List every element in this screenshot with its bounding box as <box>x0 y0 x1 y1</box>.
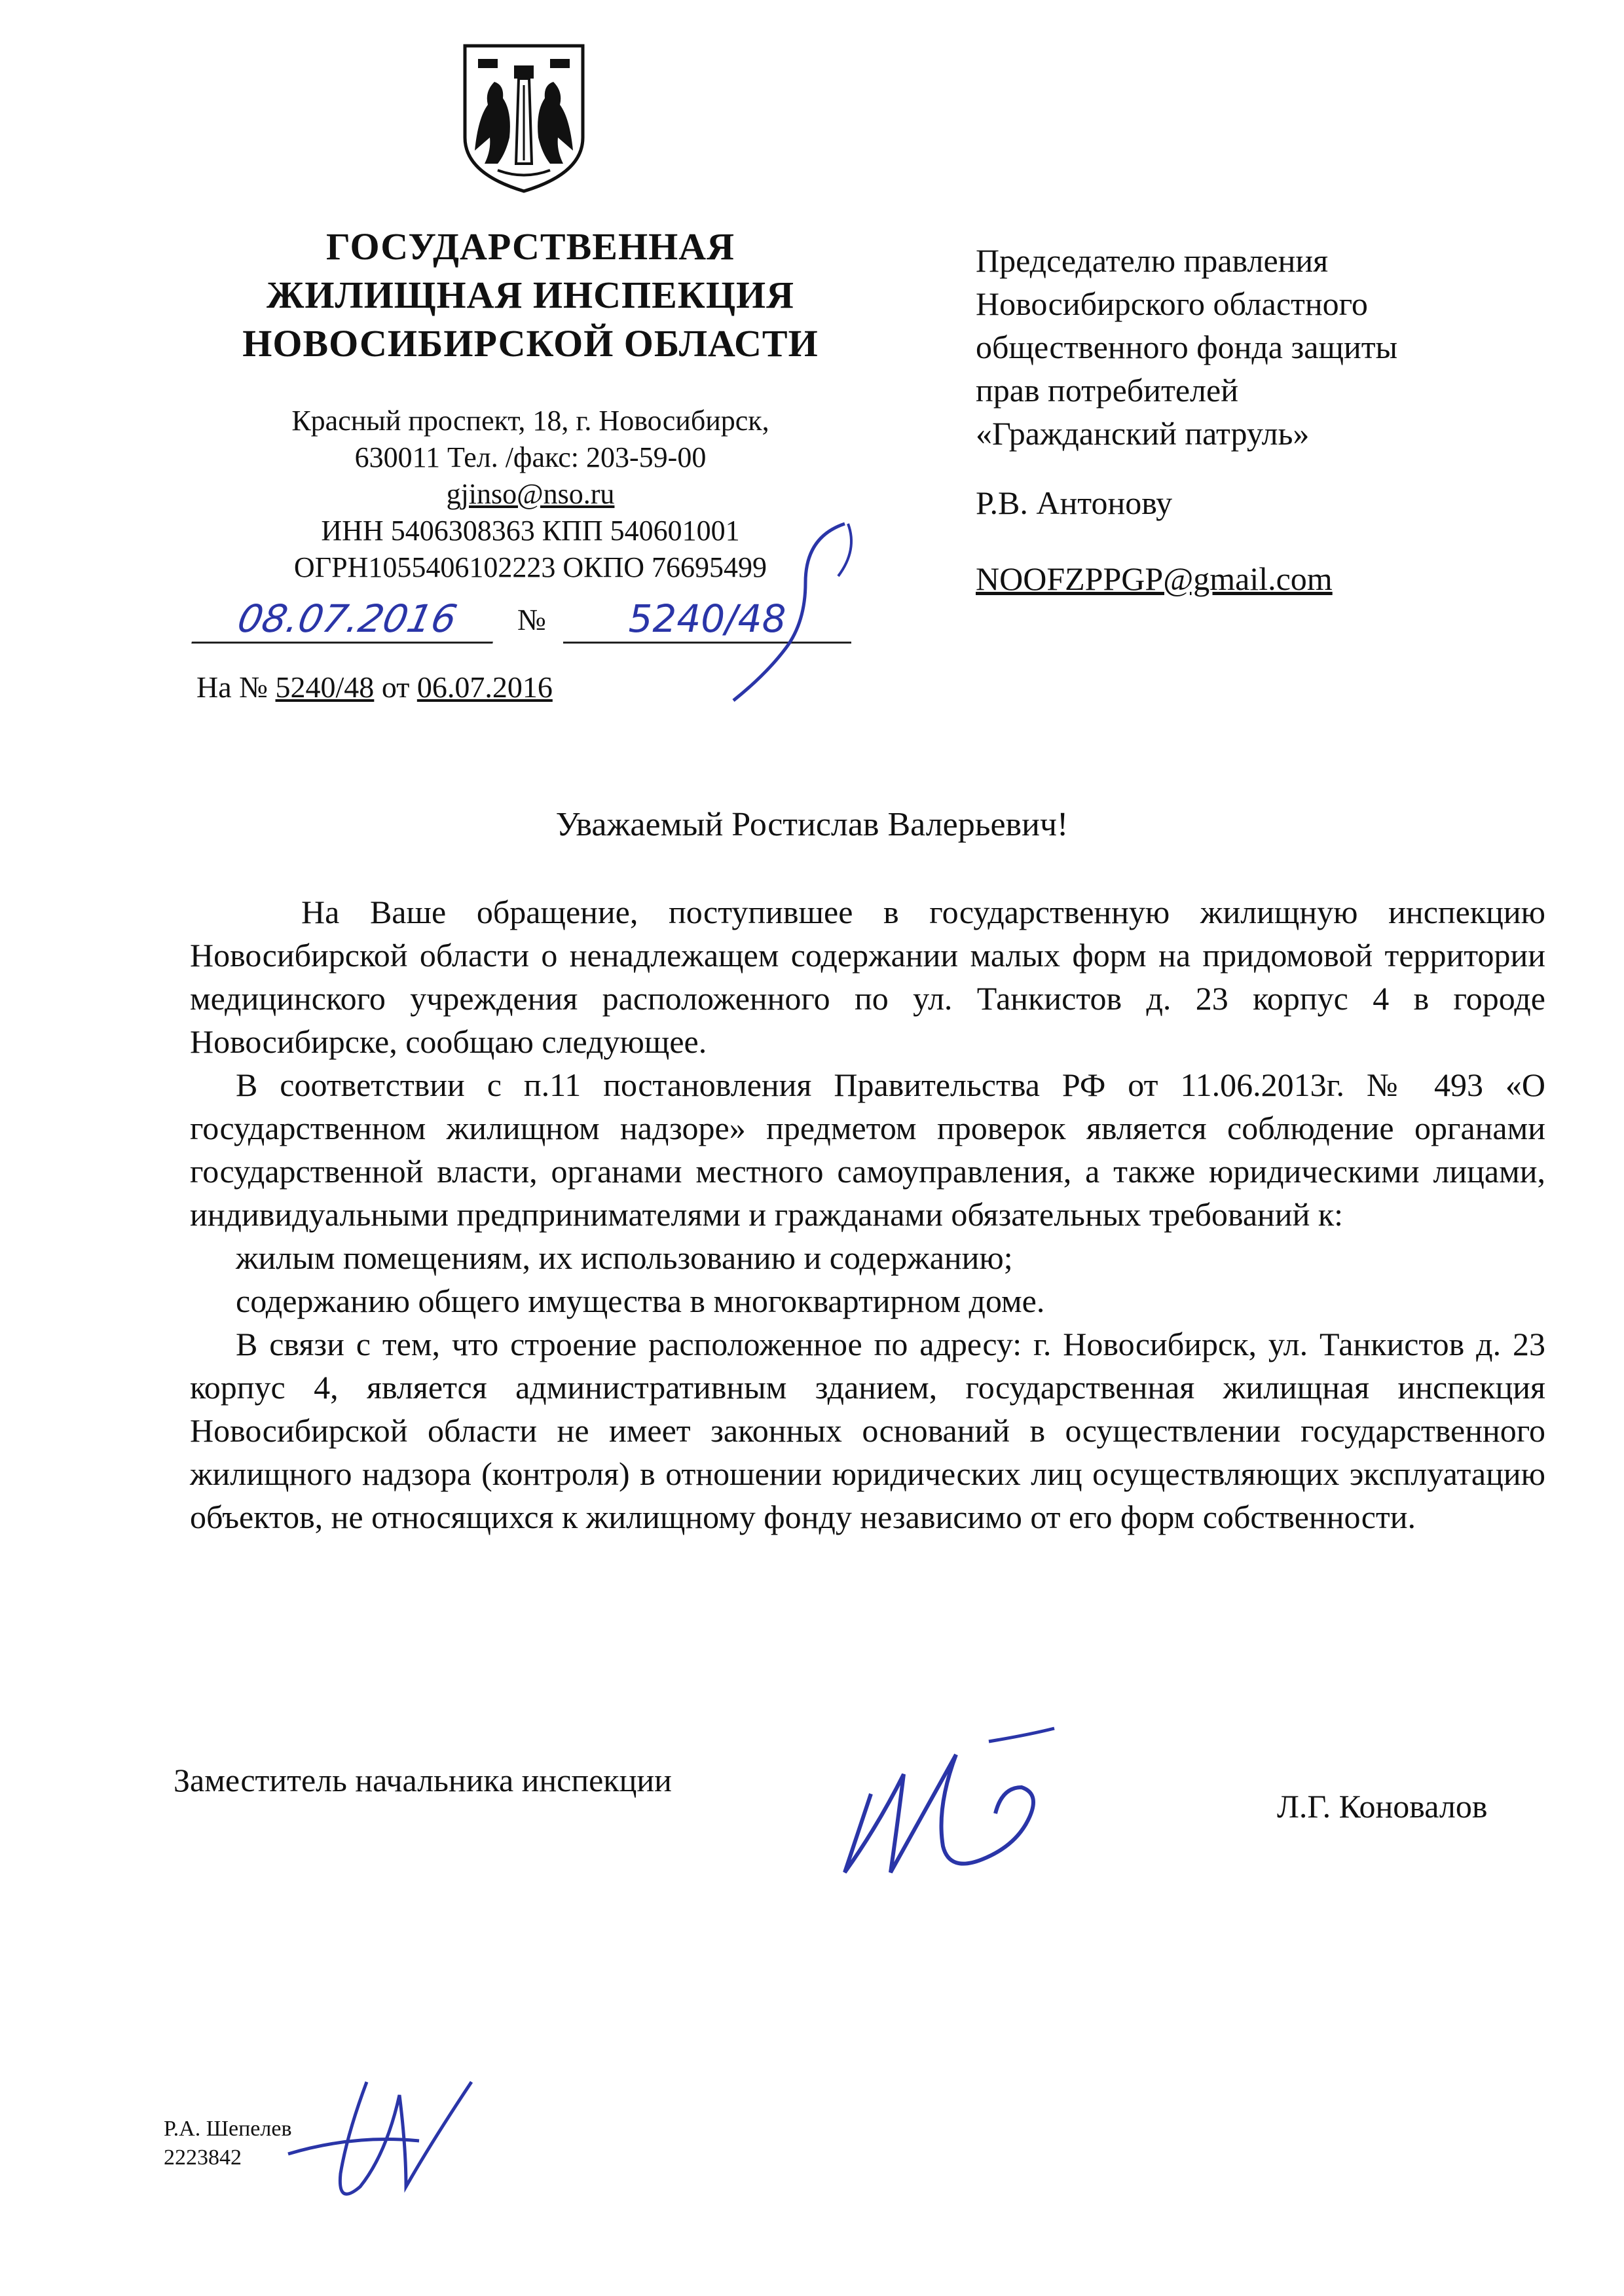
organization-title <box>170 223 891 368</box>
recipient-name: Р.В. Антонову <box>976 484 1173 521</box>
reference-number: 5240/48 <box>275 670 375 704</box>
body-list-item-2: содержанию общего имущества в многоквартирном доме. <box>236 1283 1045 1319</box>
registration-number-handwritten: 5240/48 <box>563 596 851 644</box>
letter-body <box>190 890 1545 1539</box>
org-email-link[interactable]: gjinso@nso.ru <box>446 478 615 510</box>
signature-handwritten <box>832 1715 1107 1886</box>
body-paragraph-1: На Ваше обращение, поступившее в государственную жилищную инспекцию Новосибирской области о ненадлежащем содержании малых форм на придомовой территории медицинского учреждения расположенного по ул. Танкистов д. 23 корпус 4 в городе Новосибирске, сообщаю следующее. <box>190 894 1545 1060</box>
reference-prefix: На № <box>196 670 268 704</box>
recipient-block <box>976 239 1532 600</box>
reference-line <box>196 668 553 707</box>
executor-phone: 2223842 <box>164 2145 242 2170</box>
reference-date: 06.07.2016 <box>416 670 553 704</box>
registration-date-handwritten: 08.07.2016 <box>191 596 503 644</box>
recipient-line-3: общественного фонда защиты <box>976 329 1398 365</box>
registration-number-label: № <box>517 603 546 636</box>
body-paragraph-2: В соответствии с п.11 постановления Правительства РФ от 11.06.2013г. № 493 «О государственном жилищном надзоре» предметом проверок является соблюдение органами государственной власти, органами местного самоуправления, а также юридическими лицами, индивидуальными предпринимателями и гражданами обязательных требований к: <box>190 1066 1545 1233</box>
executor-info <box>164 2115 292 2172</box>
org-title-line-2: ЖИЛИЩНАЯ ИНСПЕКЦИЯ <box>267 274 794 316</box>
recipient-line-5: «Гражданский патруль» <box>976 415 1310 452</box>
inn-kpp: ИНН 5406308363 КПП 540601001 <box>321 515 740 547</box>
recipient-line-2: Новосибирского областного <box>976 285 1368 322</box>
org-title-line-1: ГОСУДАРСТВЕННАЯ <box>326 225 735 268</box>
recipient-email-link[interactable]: NOOFZPPGP@gmail.com <box>976 560 1333 597</box>
address-line-2: 630011 Тел. /факс: 203-59-00 <box>354 441 707 473</box>
greeting: Уважаемый Ростислав Валерьевич! <box>555 806 1069 843</box>
org-title-line-3: НОВОСИБИРСКОЙ ОБЛАСТИ <box>242 322 819 365</box>
body-paragraph-3: В связи с тем, что строение расположенное по адресу: г. Новосибирск, ул. Танкистов д. 23 корпус 4, является административным зданием, государственная жилищная инспекция Новосибирской области не имеет законных оснований в осуществлении государственного жилищного надзора (контроля) в отношении юридических лиц осуществляющих эксплуатацию объектов, не относящихся к жилищному фонду независимо от его форм собственности. <box>190 1326 1545 1535</box>
address-line-1: Красный проспект, 18, г. Новосибирск, <box>291 405 769 437</box>
body-list-item-1: жилым помещениям, их использованию и содержанию; <box>236 1239 1013 1276</box>
executor-signature-handwritten <box>275 2056 511 2226</box>
signatory-title: Заместитель начальника инспекции <box>174 1762 672 1798</box>
recipient-line-4: прав потребителей <box>976 372 1238 409</box>
reference-from: от <box>381 670 410 704</box>
executor-name: Р.А. Шепелев <box>164 2117 292 2141</box>
ogrn-okpo: ОГРН1055406102223 ОКПО 76695499 <box>293 551 767 583</box>
coat-of-arms-emblem <box>458 39 589 196</box>
handwritten-mark <box>707 511 864 707</box>
recipient-line-1: Председателю правления <box>976 242 1329 279</box>
signatory-name: Л.Г. Коновалов <box>1277 1788 1488 1825</box>
